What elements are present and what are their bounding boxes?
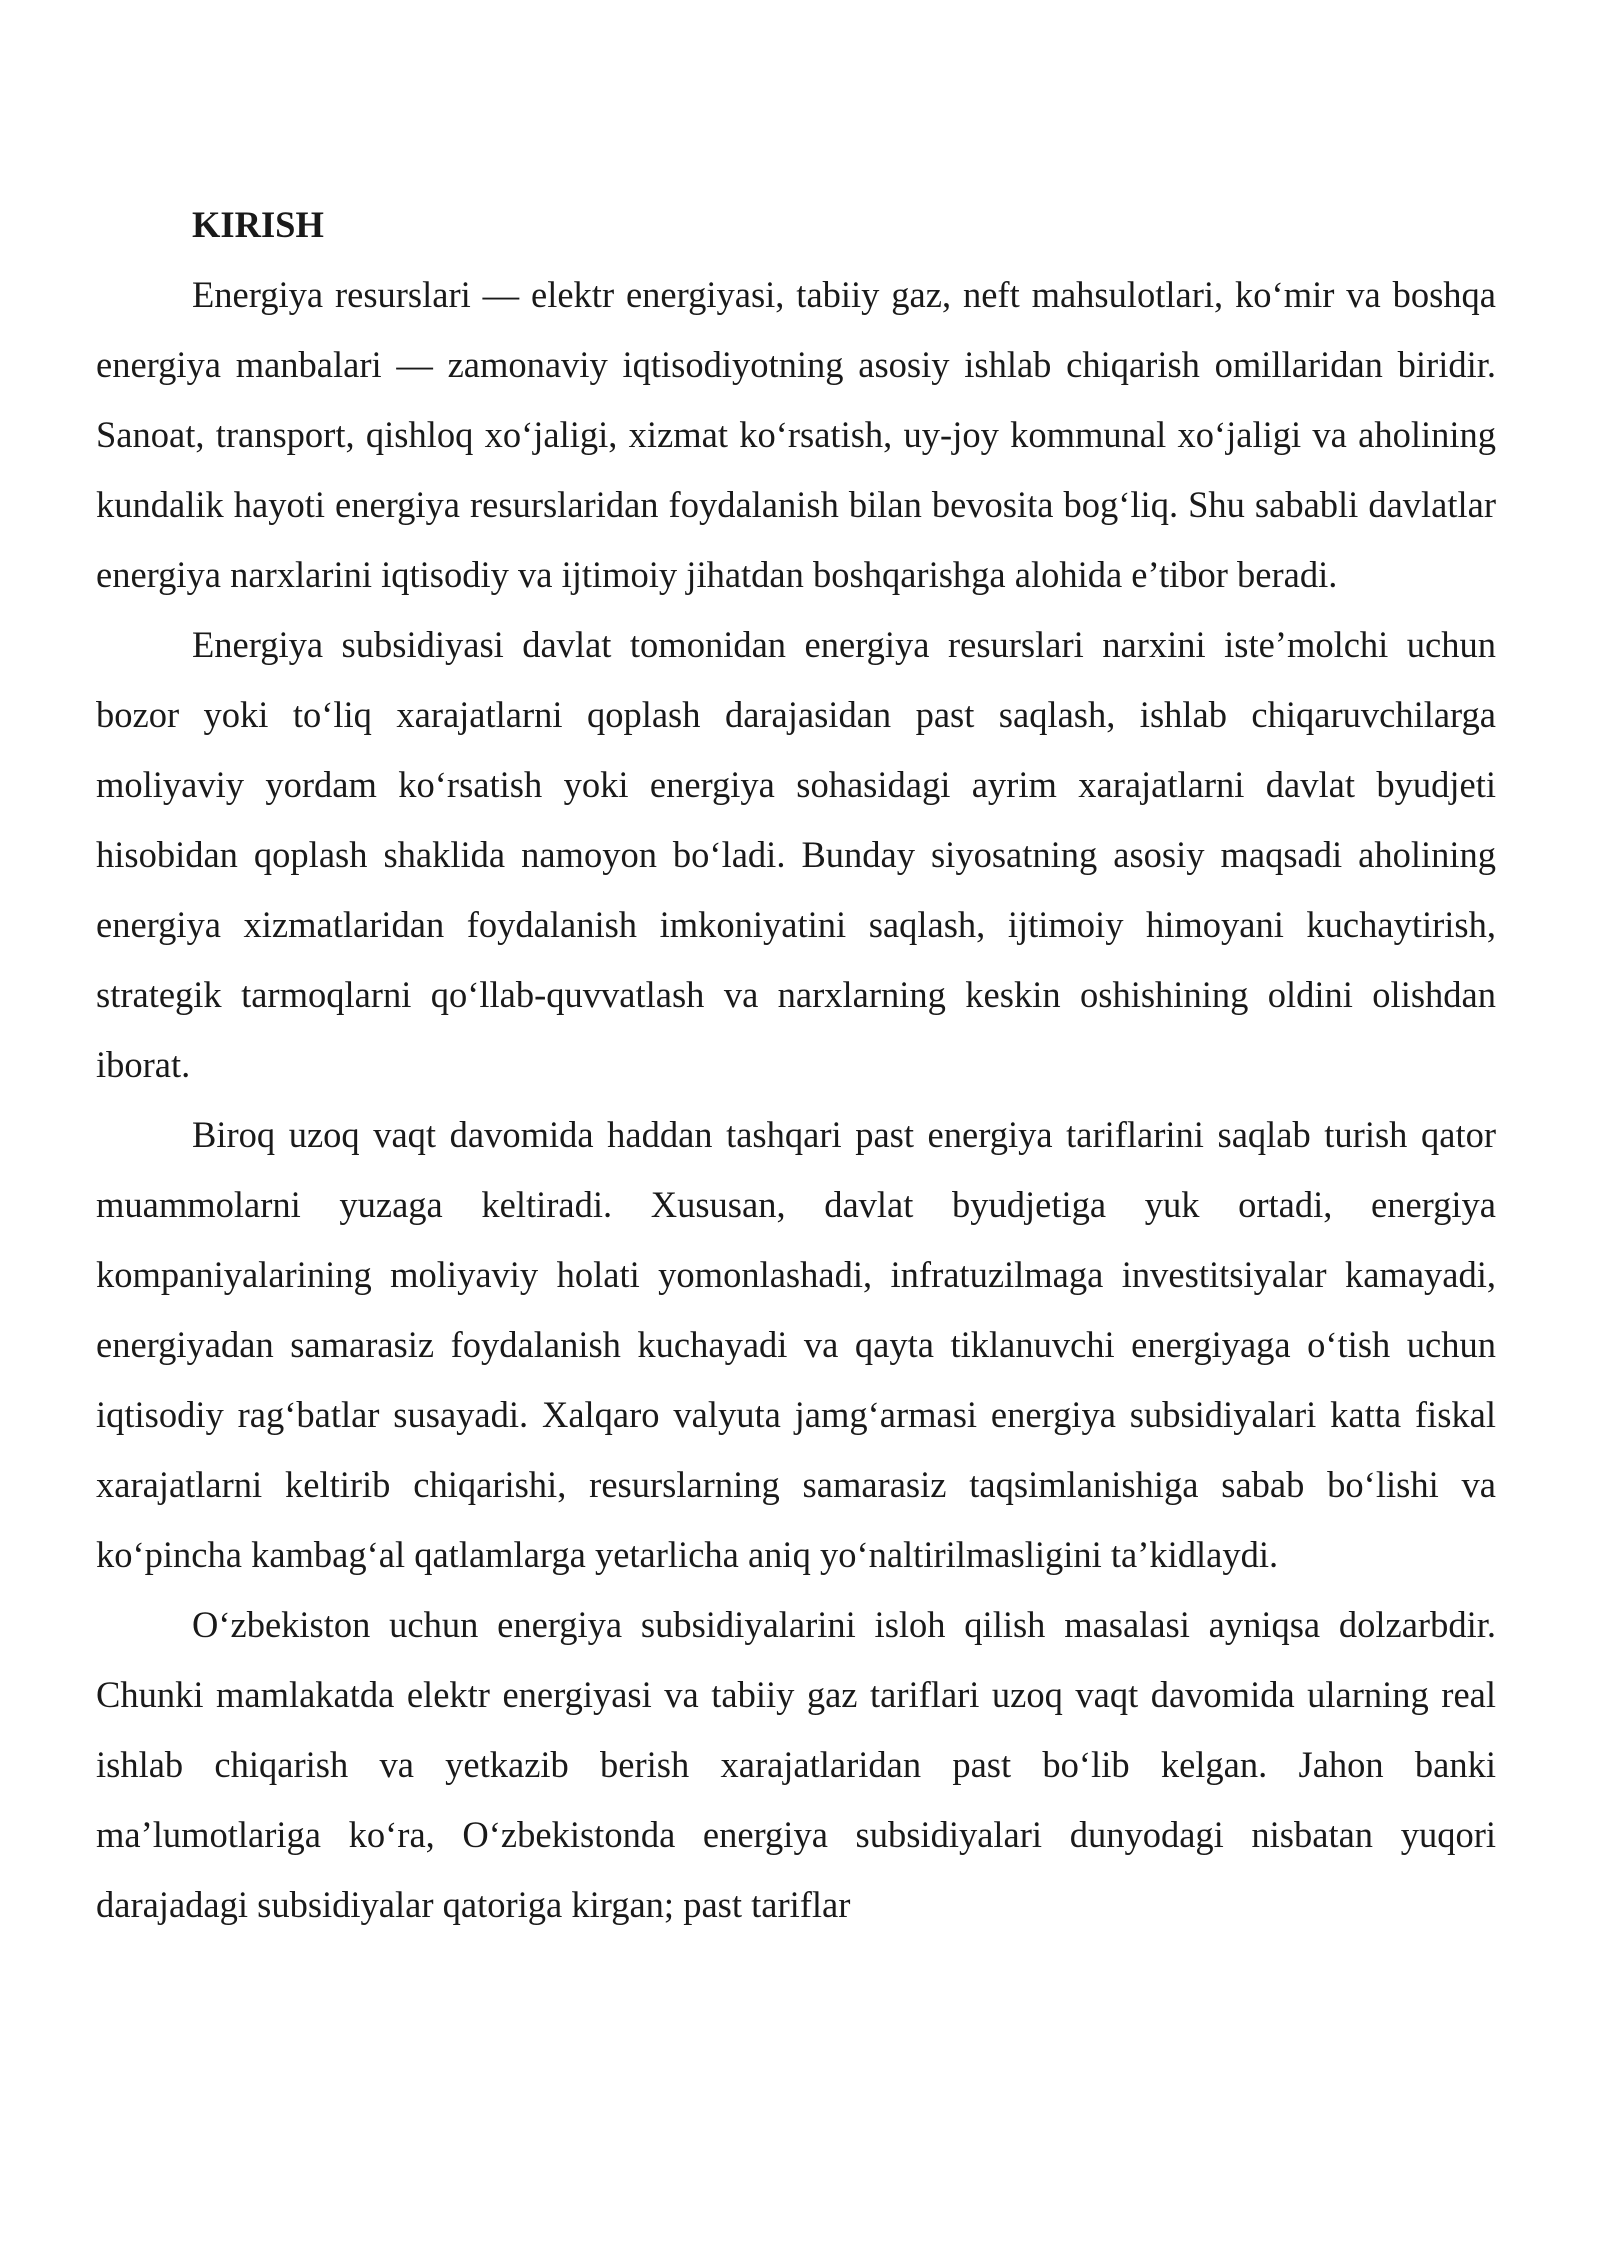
- paragraph-3: Biroq uzoq vaqt davomida haddan tashqari past energiya tariflarini saqlab turish qator muammolarni yuzaga keltiradi. Xususan, davlat byudjetiga yuk ortadi, energiya kompaniyalarining moliyaviy holati yomonlashadi, infratuzilmaga investitsiyalar kamayadi, energiyadan samarasiz foydalanish kuchayadi va qayta tiklanuvchi energiyaga o‘tish uchun iqtisodiy rag‘batlar susayadi. Xalqaro valyuta jamg‘armasi energiya subsidiyalari katta fiskal xarajatlarni keltirib chiqarishi, resurslarning samarasiz taqsimlanishiga sabab bo‘lishi va ko‘pincha kambag‘al qatlamlarga yetarlicha aniq yo‘naltirilmasligini ta’kidlaydi.: [96, 1114, 1496, 1575]
- paragraph-1: Energiya resurslari — elektr energiyasi, tabiiy gaz, neft mahsulotlari, ko‘mir va boshqa energiya manbalari — zamonaviy iqtisodiyotning asosiy ishlab chiqarish omillaridan biridir. Sanoat, transport, qishloq xo‘jaligi, xizmat ko‘rsatish, uy-joy kommunal xo‘jaligi va aholining kundalik hayoti energiya resurslaridan foydalanish bilan bevosita bog‘liq. Shu sababli davlatlar energiya narxlarini iqtisodiy va ijtimoiy jihatdan boshqarishga alohida e’tibor beradi.: [96, 274, 1496, 595]
- section-heading: KIRISH: [192, 204, 324, 245]
- paragraph-4: O‘zbekiston uchun energiya subsidiyalarini isloh qilish masalasi ayniqsa dolzarbdir. Chunki mamlakatda elektr energiyasi va tabiiy gaz tariflari uzoq vaqt davomida ularning real ishlab chiqarish va yetkazib berish xarajatlaridan past bo‘lib kelgan. Jahon banki ma’lumotlariga ko‘ra, O‘zbekistonda energiya subsidiyalari dunyodagi nisbatan yuqori darajadagi subsidiyalar qatoriga kirgan; past tariflar: [96, 1604, 1496, 1925]
- paragraph-2: Energiya subsidiyasi davlat tomonidan energiya resurslari narxini iste’molchi uchun bozor yoki to‘liq xarajatlarni qoplash darajasidan past saqlash, ishlab chiqaruvchilarga moliyaviy yordam ko‘rsatish yoki energiya sohasidagi ayrim xarajatlarni davlat byudjeti hisobidan qoplash shaklida namoyon bo‘ladi. Bunday siyosatning asosiy maqsadi aholining energiya xizmatlaridan foydalanish imkoniyatini saqlash, ijtimoiy himoyani kuchaytirish, strategik tarmoqlarni qo‘llab-quvvatlash va narxlarning keskin oshishining oldini olishdan iborat.: [96, 624, 1496, 1085]
- document-page: [96, 190, 1496, 1940]
